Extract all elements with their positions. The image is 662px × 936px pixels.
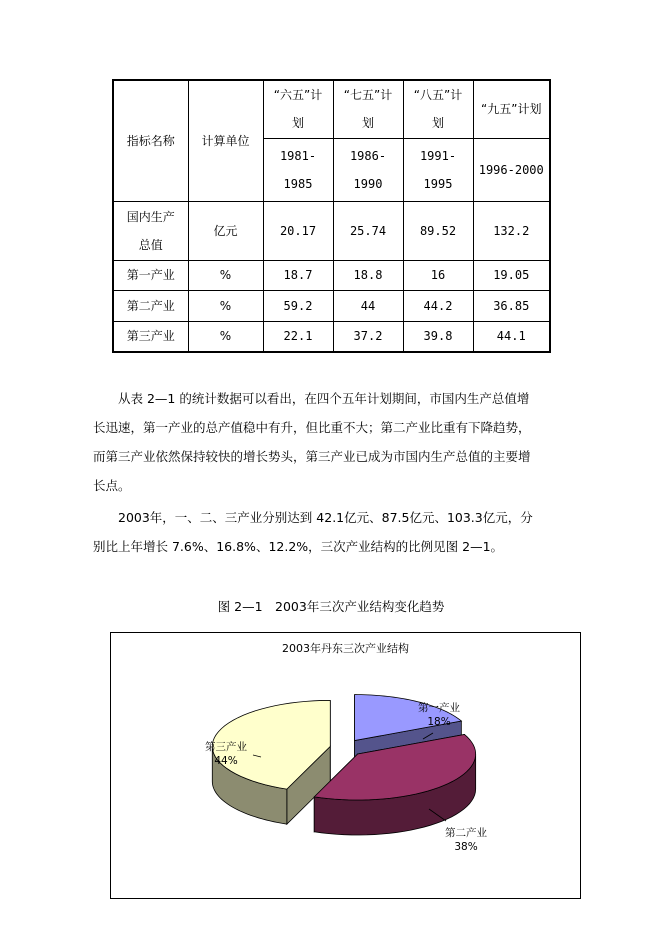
row-tertiary-value: 44.1 (473, 321, 550, 352)
slice-label: 第三产业 (205, 741, 247, 753)
header-years-9: 1996-2000 (473, 138, 550, 201)
paragraph-line: 别比上年增长 7.6%、16.8%、12.2%，三次产业结构的比例见图 2—1。 (93, 539, 504, 554)
industry-statistics-table (112, 79, 551, 353)
row-secondary-value: 59.2 (263, 290, 333, 321)
header-years-8: 1991- 1995 (403, 138, 473, 201)
paragraph-line: 长点。 (93, 478, 131, 493)
row-primary-value: 16 (403, 260, 473, 290)
figure-caption: 图 2—1 2003年三次产业结构变化趋势 (217, 599, 445, 614)
paragraph-2003 (93, 503, 571, 561)
row-secondary-name: 第二产业 (113, 290, 188, 321)
header-unit: 计算单位 (188, 80, 263, 201)
row-gdp-name: 国内生产 总值 (113, 201, 188, 260)
row-tertiary-unit: % (188, 321, 263, 352)
header-plan-7: “七五”计 划 (333, 80, 403, 138)
pie-chart-frame (110, 632, 581, 899)
header-plan-8: “八五”计 划 (403, 80, 473, 138)
row-gdp-value: 132.2 (473, 201, 550, 260)
chart-title: 2003年丹东三次产业结构 (282, 642, 409, 655)
row-tertiary-value: 22.1 (263, 321, 333, 352)
slice-percent: 44% (214, 755, 238, 767)
header-indicator-name: 指标名称 (113, 80, 188, 201)
slice-label: 第一产业 (418, 702, 460, 714)
pie-chart (111, 633, 580, 898)
row-secondary-value: 36.85 (473, 290, 550, 321)
row-primary-unit: % (188, 260, 263, 290)
paragraph-line: 2003年，一、二、三产业分别达到 42.1亿元、87.5亿元、103.3亿元，分 (118, 510, 533, 525)
header-years-6: 1981- 1985 (263, 138, 333, 201)
row-tertiary-value: 37.2 (333, 321, 403, 352)
row-gdp-value: 20.17 (263, 201, 333, 260)
slice-percent: 38% (454, 841, 478, 853)
row-secondary-value: 44.2 (403, 290, 473, 321)
row-primary-name: 第一产业 (113, 260, 188, 290)
row-gdp-value: 25.74 (333, 201, 403, 260)
row-primary-value: 18.8 (333, 260, 403, 290)
row-secondary-value: 44 (333, 290, 403, 321)
row-primary-value: 18.7 (263, 260, 333, 290)
row-tertiary-value: 39.8 (403, 321, 473, 352)
row-secondary-unit: % (188, 290, 263, 321)
header-plan-9: “九五”计划 (473, 80, 550, 138)
header-plan-6: “六五”计 划 (263, 80, 333, 138)
row-tertiary-name: 第三产业 (113, 321, 188, 352)
paragraph-line: 长迅速，第一产业的总产值稳中有升，但比重不大；第二产业比重有下降趋势， (93, 420, 531, 435)
slice-percent: 18% (427, 716, 451, 728)
row-gdp-value: 89.52 (403, 201, 473, 260)
row-primary-value: 19.05 (473, 260, 550, 290)
paragraph-line: 而第三产业依然保持较快的增长势头，第三产业已成为市国内生产总值的主要增 (93, 449, 531, 464)
paragraph-analysis (93, 384, 571, 500)
paragraph-line: 从表 2—1 的统计数据可以看出，在四个五年计划期间，市国内生产总值增 (118, 391, 530, 406)
slice-label: 第二产业 (445, 827, 487, 839)
header-years-7: 1986- 1990 (333, 138, 403, 201)
row-gdp-unit: 亿元 (188, 201, 263, 260)
